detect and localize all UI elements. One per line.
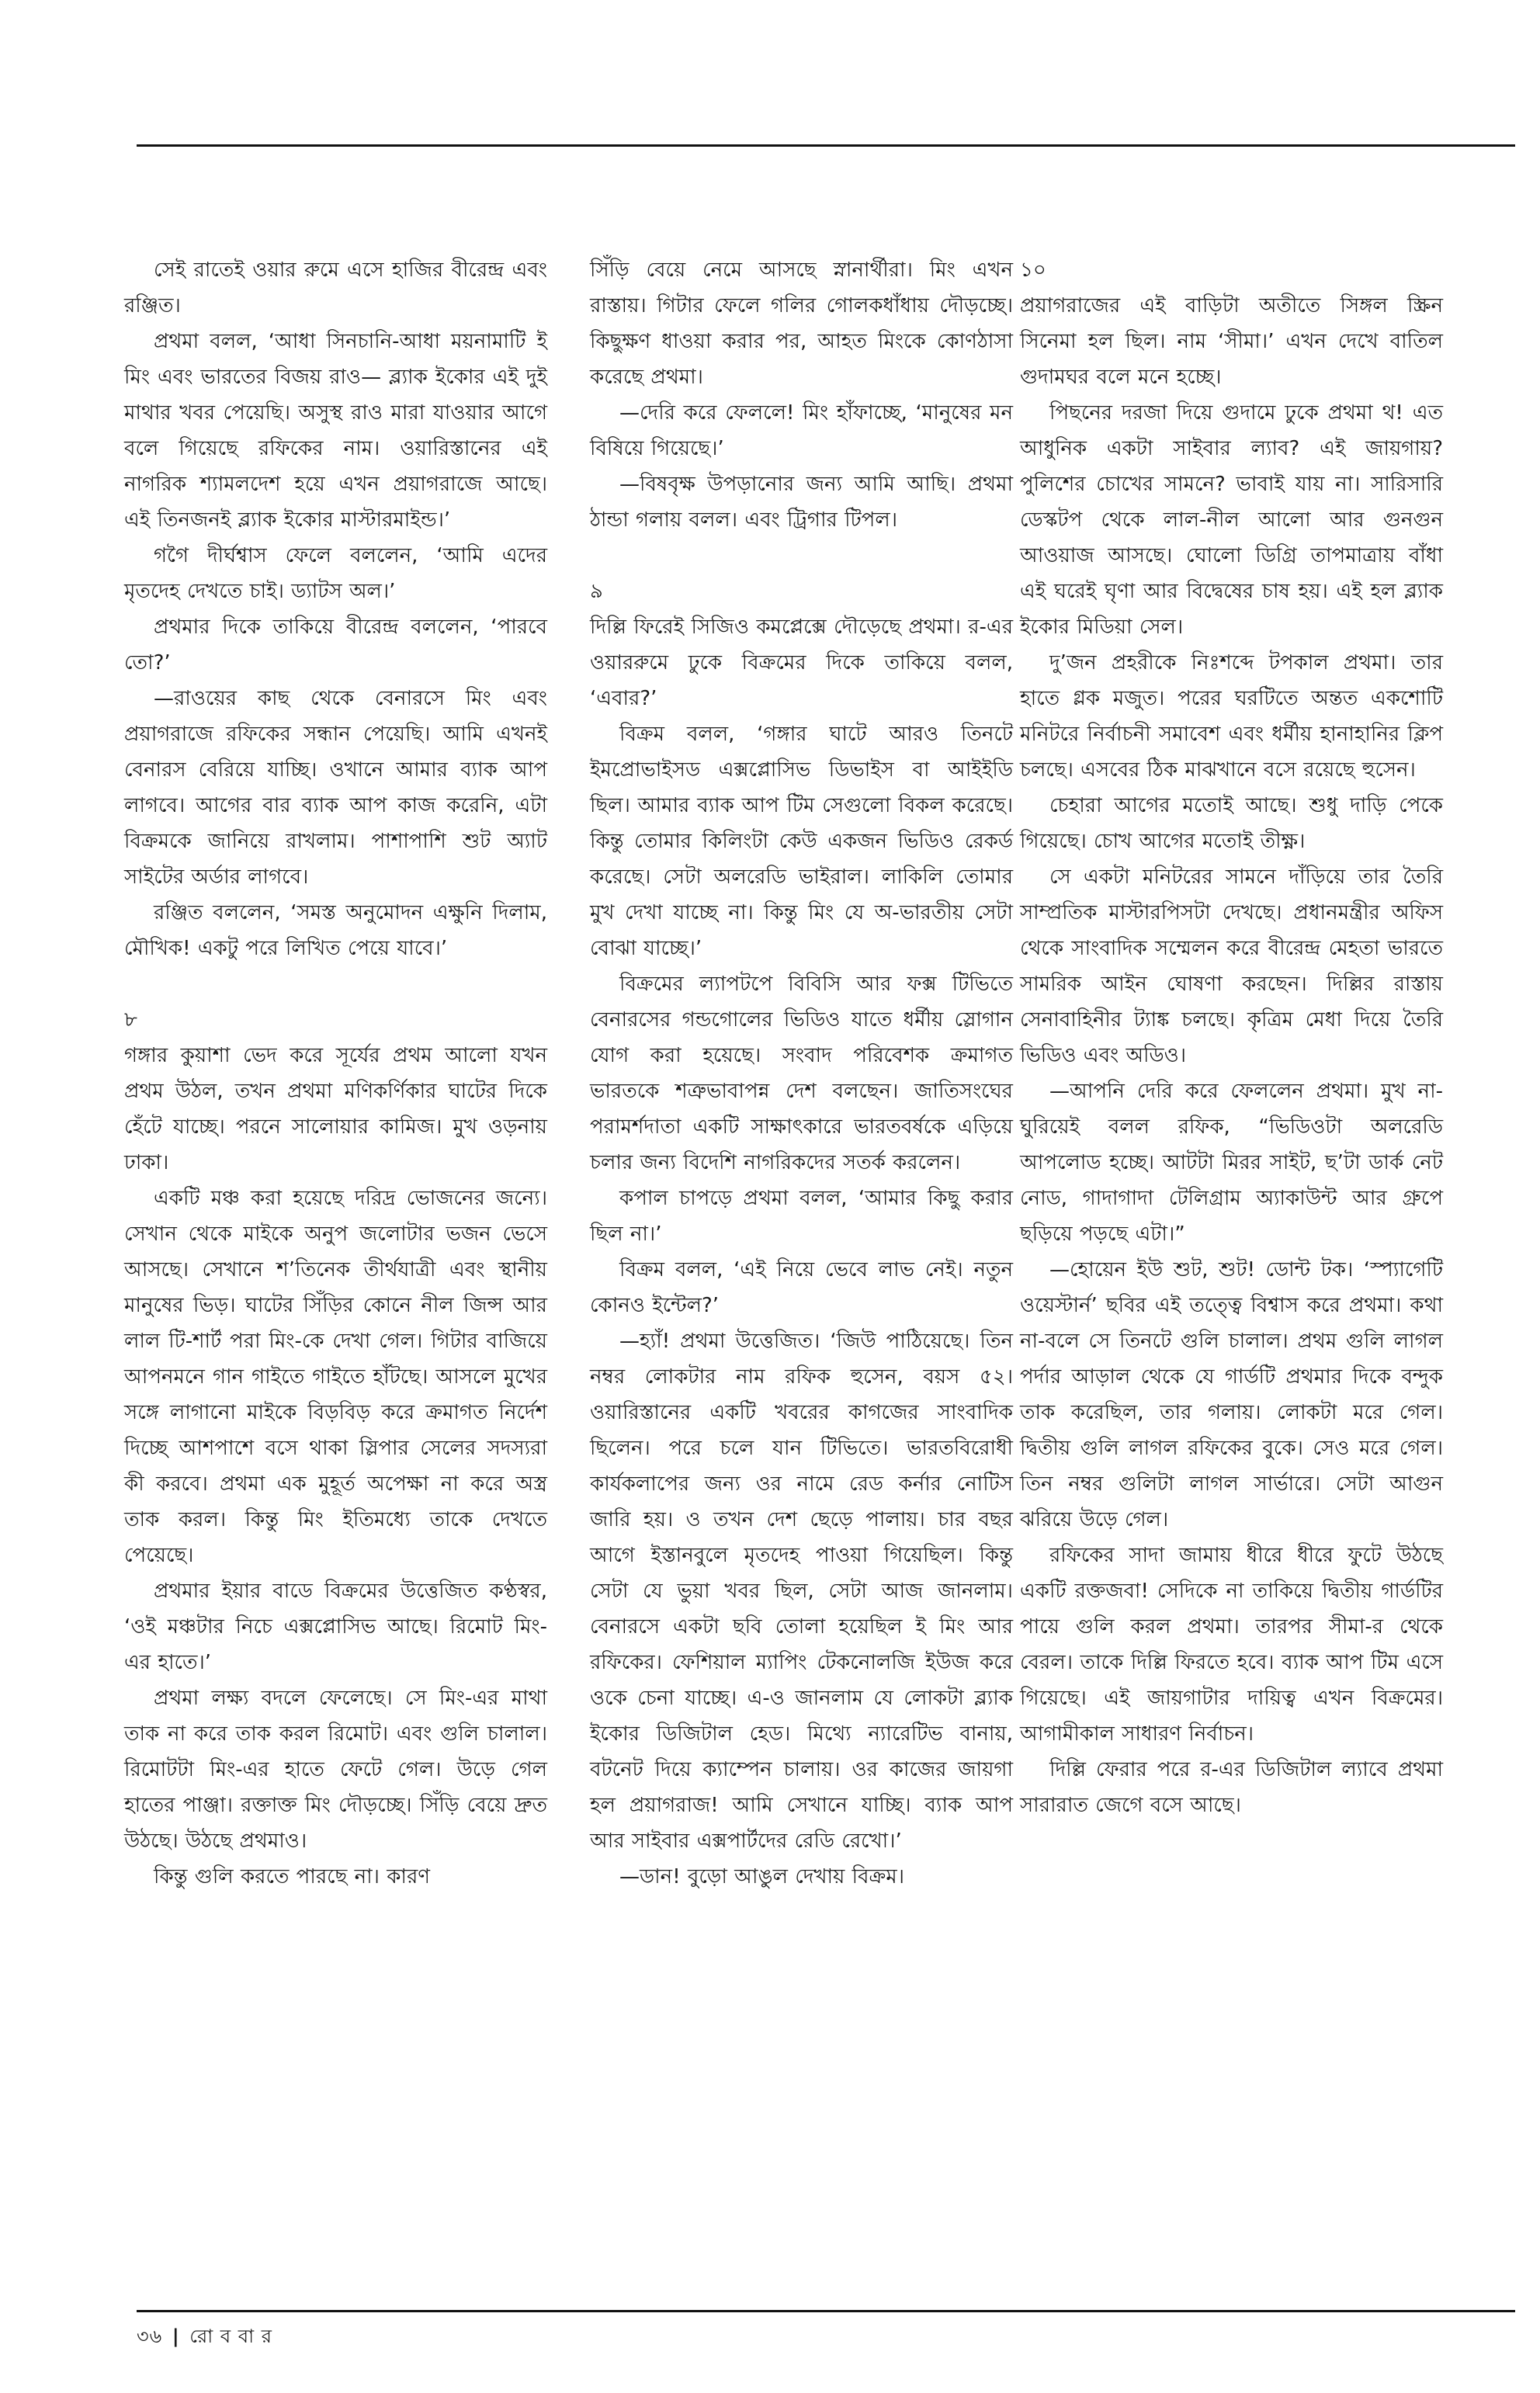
section-number: ৯ [590,580,603,603]
paragraph: —হ্যাঁ! প্রথমা উত্তেজিত। ‘জিউ পাঠিয়েছে। তিন নম্বর লোকটার নাম রফিক হুসেন, বয়স ৫২। ওয়ারিস্তানের একটি খবরের কাগজের সাংবাদিক ছিলেন। পরে চলে যান টিভিতে। ভারতবিরোধী কার্যকলাপের জন্য ওর নামে রেড কর্নার নোটিস জারি হয়। ও তখন দেশ ছেড়ে পালায়। চার বছর আগে ইস্তানবুলে মৃতদেহ পাওয়া গিয়েছিল। কিন্তু সেটা যে ভুয়া খবর ছিল, সেটা আজ জানলাম। বেনারসে একটা ছবি তোলা হয়েছিল ই মিং আর রফিকের। ফেশিয়াল ম্যাপিং টেকনোলজি ইউজ করে ওকে চেনা যাচ্ছে। এ-ও জানলাম যে লোকটা ব্ল্যাক ইকোর ডিজিটাল হেড। মিথ্যে ন্যারেটিভ বানায়, বটনেট দিয়ে ক্যাম্পেন চালায়। ওর কাজের জায়গা হল প্রয়াগরাজ! আমি সেখানে যাচ্ছি। ব্যাক আপ আর সাইবার এক্সপার্টদের রেডি রেখো।’ [590,1330,1013,1853]
paragraph: পিছনের দরজা দিয়ে গুদামে ঢুকে প্রথমা থ! এত আধুনিক একটা সাইবার ল্যাব? এই জায়গায়? পুলিশের চোখের সামনে? ভাবাই যায় না। সারিসারি ডেস্কটপ থেকে লাল-নীল আলো আর গুনগুন আওয়াজ আসছে। ঘোলো ডিগ্রি তাপমাত্রায় বাঁধা এই ঘরেই ঘৃণা আর বিদ্বেষের চাষ হয়। এই হল ব্ল্যাক ইকোর মিডিয়া সেল। [1020,401,1443,639]
paragraph: কিন্তু গুলি করতে পারছে না। কারণ [154,1865,430,1888]
article-column-3 [1020,252,1443,1823]
section-number: ৮ [124,1008,137,1032]
paragraph: গগৈ দীর্ঘশ্বাস ফেলে বললেন, ‘আমি এদের মৃতদেহ দেখতে চাই। ড্যাটস অল।’ [124,544,547,603]
paragraph: রফিকের সাদা জামায় ধীরে ধীরে ফুটে উঠছে একটি রক্তজবা! সেদিকে না তাকিয়ে দ্বিতীয় গার্ডটির পায়ে গুলি করল প্রথমা। তারপর সীমা-র থেকে বেরল। তাকে দিল্লি ফিরতে হবে। ব্যাক আপ টিম এসে গিয়েছে। এই জায়গাটার দায়িত্ব এখন বিক্রমের। আগামীকাল সাধারণ নির্বাচন। [1020,1544,1443,1746]
paragraph: —রাওয়ের কাছ থেকে বেনারসে মিং এবং প্রয়াগরাজে রফিকের সন্ধান পেয়েছি। আমি এখনই বেনারস বেরিয়ে যাচ্ছি। ওখানে আমার ব্যাক আপ লাগবে। আগের বার ব্যাক আপ কাজ করেনি, এটা বিক্রমকে জানিয়ে রাখলাম। পাশাপাশি শুট অ্যাট সাইটের অর্ডার লাগবে। [124,687,547,889]
magazine-name: রো ব বা র [189,2325,272,2347]
paragraph: সিঁড়ি বেয়ে নেমে আসছে স্নানার্থীরা। মিং এখন রাস্তায়। গিটার ফেলে গলির গোলকধাঁধায় দৌড়চ্ছে। কিছুক্ষণ ধাওয়া করার পর, আহত মিংকে কোণঠাসা করেছে প্রথমা। [590,258,1013,389]
page-footer [137,2321,272,2352]
paragraph: চেহারা আগের মতোই আছে। শুধু দাড়ি পেকে গিয়েছে। চোখ আগের মতোই তীক্ষ্ণ। [1020,794,1443,853]
paragraph: প্রথমা লক্ষ্য বদলে ফেলেছে। সে মিং-এর মাথা তাক না করে তাক করল রিমোট। এবং গুলি চালাল। রিমোটটা মিং-এর হাতে ফেটে গেল। উড়ে গেল হাতের পাঞ্জা। রক্তাক্ত মিং দৌড়চ্ছে। সিঁড়ি বেয়ে দ্রুত উঠছে। উঠছে প্রথমাও। [124,1687,547,1853]
paragraph: দু’জন প্রহরীকে নিঃশব্দে টপকাল প্রথমা। তার হাতে গ্লক মজুত। পরের ঘরটিতে অন্তত একশোটি মনিটরে নির্বাচনী সমাবেশ এবং ধর্মীয় হানাহানির ক্লিপ চলছে। এসবের ঠিক মাঝখানে বসে রয়েছে হুসেন। [1020,651,1443,782]
article-column-1 [124,252,547,1895]
paragraph: —দেরি করে ফেললে! মিং হাঁফাচ্ছে, ‘মানুষের মন বিষিয়ে গিয়েছে।’ [590,401,1013,460]
paragraph: সে একটা মনিটরের সামনে দাঁড়িয়ে তার তৈরি সাম্প্রতিক মাস্টারপিসটা দেখছে। প্রধানমন্ত্রীর অফিস থেকে সাংবাদিক সম্মেলন করে বীরেন্দ্র মেহতা ভারতে সামরিক আইন ঘোষণা করছেন। দিল্লির রাস্তায় সেনাবাহিনীর ট্যাঙ্ক চলছে। কৃত্রিম মেধা দিয়ে তৈরি ভিডিও এবং অডিও। [1020,865,1443,1067]
paragraph: দিল্লি ফেরার পরে র-এর ডিজিটাল ল্যাবে প্রথমা সারারাত জেগে বসে আছে। [1020,1758,1443,1817]
paragraph: একটি মঞ্চ করা হয়েছে দরিদ্র ভোজনের জন্যে। সেখান থেকে মাইকে অনুপ জলোটার ভজন ভেসে আসছে। সেখানে শ’তিনেক তীর্থযাত্রী এবং স্থানীয় মানুষের ভিড়। ঘাটের সিঁড়ির কোনে নীল জিন্স আর লাল টি-শার্ট পরা মিং-কে দেখা গেল। গিটার বাজিয়ে আপনমনে গান গাইতে গাইতে হাঁটছে। আসলে মুখের সঙ্গে লাগানো মাইকে বিড়বিড় করে ক্রমাগত নির্দেশ দিচ্ছে আশপাশে বসে থাকা স্লিপার সেলের সদস্যরা কী করবে। প্রথমা এক মুহূর্ত অপেক্ষা না করে অস্ত্র তাক করল। কিন্তু মিং ইতিমধ্যে তাকে দেখতে পেয়েছে। [124,1187,547,1567]
paragraph: প্রথমার দিকে তাকিয়ে বীরেন্দ্র বললেন, ‘পারবে তো?’ [124,616,547,675]
header-rule [137,144,1515,147]
paragraph: প্রথমা বলল, ‘আধা সিনচানি-আধা ময়নামাটি ই মিং এবং ভারতের বিজয় রাও— ব্ল্যাক ইকোর এই দুই মাথার খবর পেয়েছি। অসুস্থ রাও মারা যাওয়ার আগে বলে গিয়েছে রফিকের নাম। ওয়ারিস্তানের এই নাগরিক শ্যামলদেশ হয়ে এখন প্রয়াগরাজে আছে। এই তিনজনই ব্ল্যাক ইকোর মাস্টারমাইন্ড।’ [124,330,547,532]
paragraph: রঞ্জিত বললেন, ‘সমস্ত অনুমোদন এক্ষুনি দিলাম, মৌখিক! একটু পরে লিখিত পেয়ে যাবে।’ [124,901,547,960]
paragraph: প্রথমার ইয়ার বাডে বিক্রমের উত্তেজিত কণ্ঠস্বর, ‘ওই মঞ্চটার নিচে এক্সপ্লোসিভ আছে। রিমোট মিং-এর হাতে।’ [124,1580,547,1674]
paragraph: —ডান! বুড়ো আঙুল দেখায় বিক্রম। [619,1865,904,1888]
footer-rule [137,2310,1515,2312]
paragraph: —আপনি দেরি করে ফেললেন প্রথমা। মুখ না-ঘুরিয়েই বলল রফিক, “ভিডিওটা অলরেডি আপলোড হচ্ছে। আটটা মিরর সাইট, ছ’টা ডার্ক নেট নোড, গাদাগাদা টেলিগ্রাম অ্যাকাউন্ট আর গ্রুপে ছড়িয়ে পড়ছে এটা।” [1020,1080,1443,1246]
paragraph: বিক্রমের ল্যাপটপে বিবিসি আর ফক্স টিভিতে বেনারসের গন্ডগোলের ভিডিও যাতে ধর্মীয় স্লোগান যোগ করা হয়েছে। সংবাদ পরিবেশক ক্রমাগত ভারতকে শত্রুভাবাপন্ন দেশ বলছেন। জাতিসংঘের পরামর্শদাতা একটি সাক্ষাৎকারে ভারতবর্ষকে এড়িয়ে চলার জন্য বিদেশি নাগরিকদের সতর্ক করলেন। [590,973,1013,1174]
section-number: ১০ [1020,258,1046,282]
paragraph: প্রয়াগরাজের এই বাড়িটা অতীতে সিঙ্গল স্ক্রিন সিনেমা হল ছিল। নাম ‘সীমা।’ এখন দেখে বাতিল গুদামঘর বলে মনে হচ্ছে। [1020,294,1443,389]
article-column-2 [590,252,1013,1895]
paragraph: দিল্লি ফিরেই সিজিও কমপ্লেক্সে দৌড়েছে প্রথমা। র-এর ওয়াররুমে ঢুকে বিক্রমের দিকে তাকিয়ে বলল, ‘এবার?’ [590,616,1013,710]
paragraph: সেই রাতেই ওয়ার রুমে এসে হাজির বীরেন্দ্র এবং রঞ্জিত। [124,258,547,317]
paragraph: বিক্রম বলল, ‘এই নিয়ে ভেবে লাভ নেই। নতুন কোনও ইন্টেল?’ [590,1258,1013,1317]
paragraph: গঙ্গার কুয়াশা ভেদ করে সূর্যের প্রথম আলো যখন প্রথম উঠল, তখন প্রথমা মণিকর্ণিকার ঘাটের দিকে হেঁটে যাচ্ছে। পরনে সালোয়ার কামিজ। মুখ ওড়নায় ঢাকা। [124,1044,547,1174]
paragraph: —বিষবৃক্ষ উপড়ানোর জন্য আমি আছি। প্রথমা ঠান্ডা গলায় বলল। এবং ট্রিগার টিপল। [590,473,1013,532]
paragraph: বিক্রম বলল, ‘গঙ্গার ঘাটে আরও তিনটে ইমপ্রোভাইসড এক্সপ্লোসিভ ডিভাইস বা আইইডি ছিল। আমার ব্যাক আপ টিম সেগুলো বিকল করেছে। কিন্তু তোমার কিলিংটা কেউ একজন ভিডিও রেকর্ড করেছে। সেটা অলরেডি ভাইরাল। লাকিলি তোমার মুখ দেখা যাচ্ছে না। কিন্তু মিং যে অ-ভারতীয় সেটা বোঝা যাচ্ছে।’ [590,723,1013,960]
footer-separator: | [172,2325,180,2347]
paragraph: —হোয়েন ইউ শুট, শুট! ডোন্ট টক। ‘স্প্যাগেটি ওয়েস্টার্ন’ ছবির এই তত্ত্বে বিশ্বাস করে প্রথমা। কথা না-বলে সে তিনটে গুলি চালাল। প্রথম গুলি লাগল পর্দার আড়াল থেকে যে গার্ডটি প্রথমার দিকে বন্দুক তাক করেছিল, তার গলায়। লোকটা মরে গেল। দ্বিতীয় গুলি লাগল রফিকের বুকে। সেও মরে গেল। তিন নম্বর গুলিটা লাগল সার্ভারে। সেটা আগুন ঝরিয়ে উড়ে গেল। [1020,1258,1443,1531]
page-number: ৩৬ [137,2325,163,2347]
paragraph: কপাল চাপড়ে প্রথমা বলল, ‘আমার কিছু করার ছিল না।’ [590,1187,1013,1246]
